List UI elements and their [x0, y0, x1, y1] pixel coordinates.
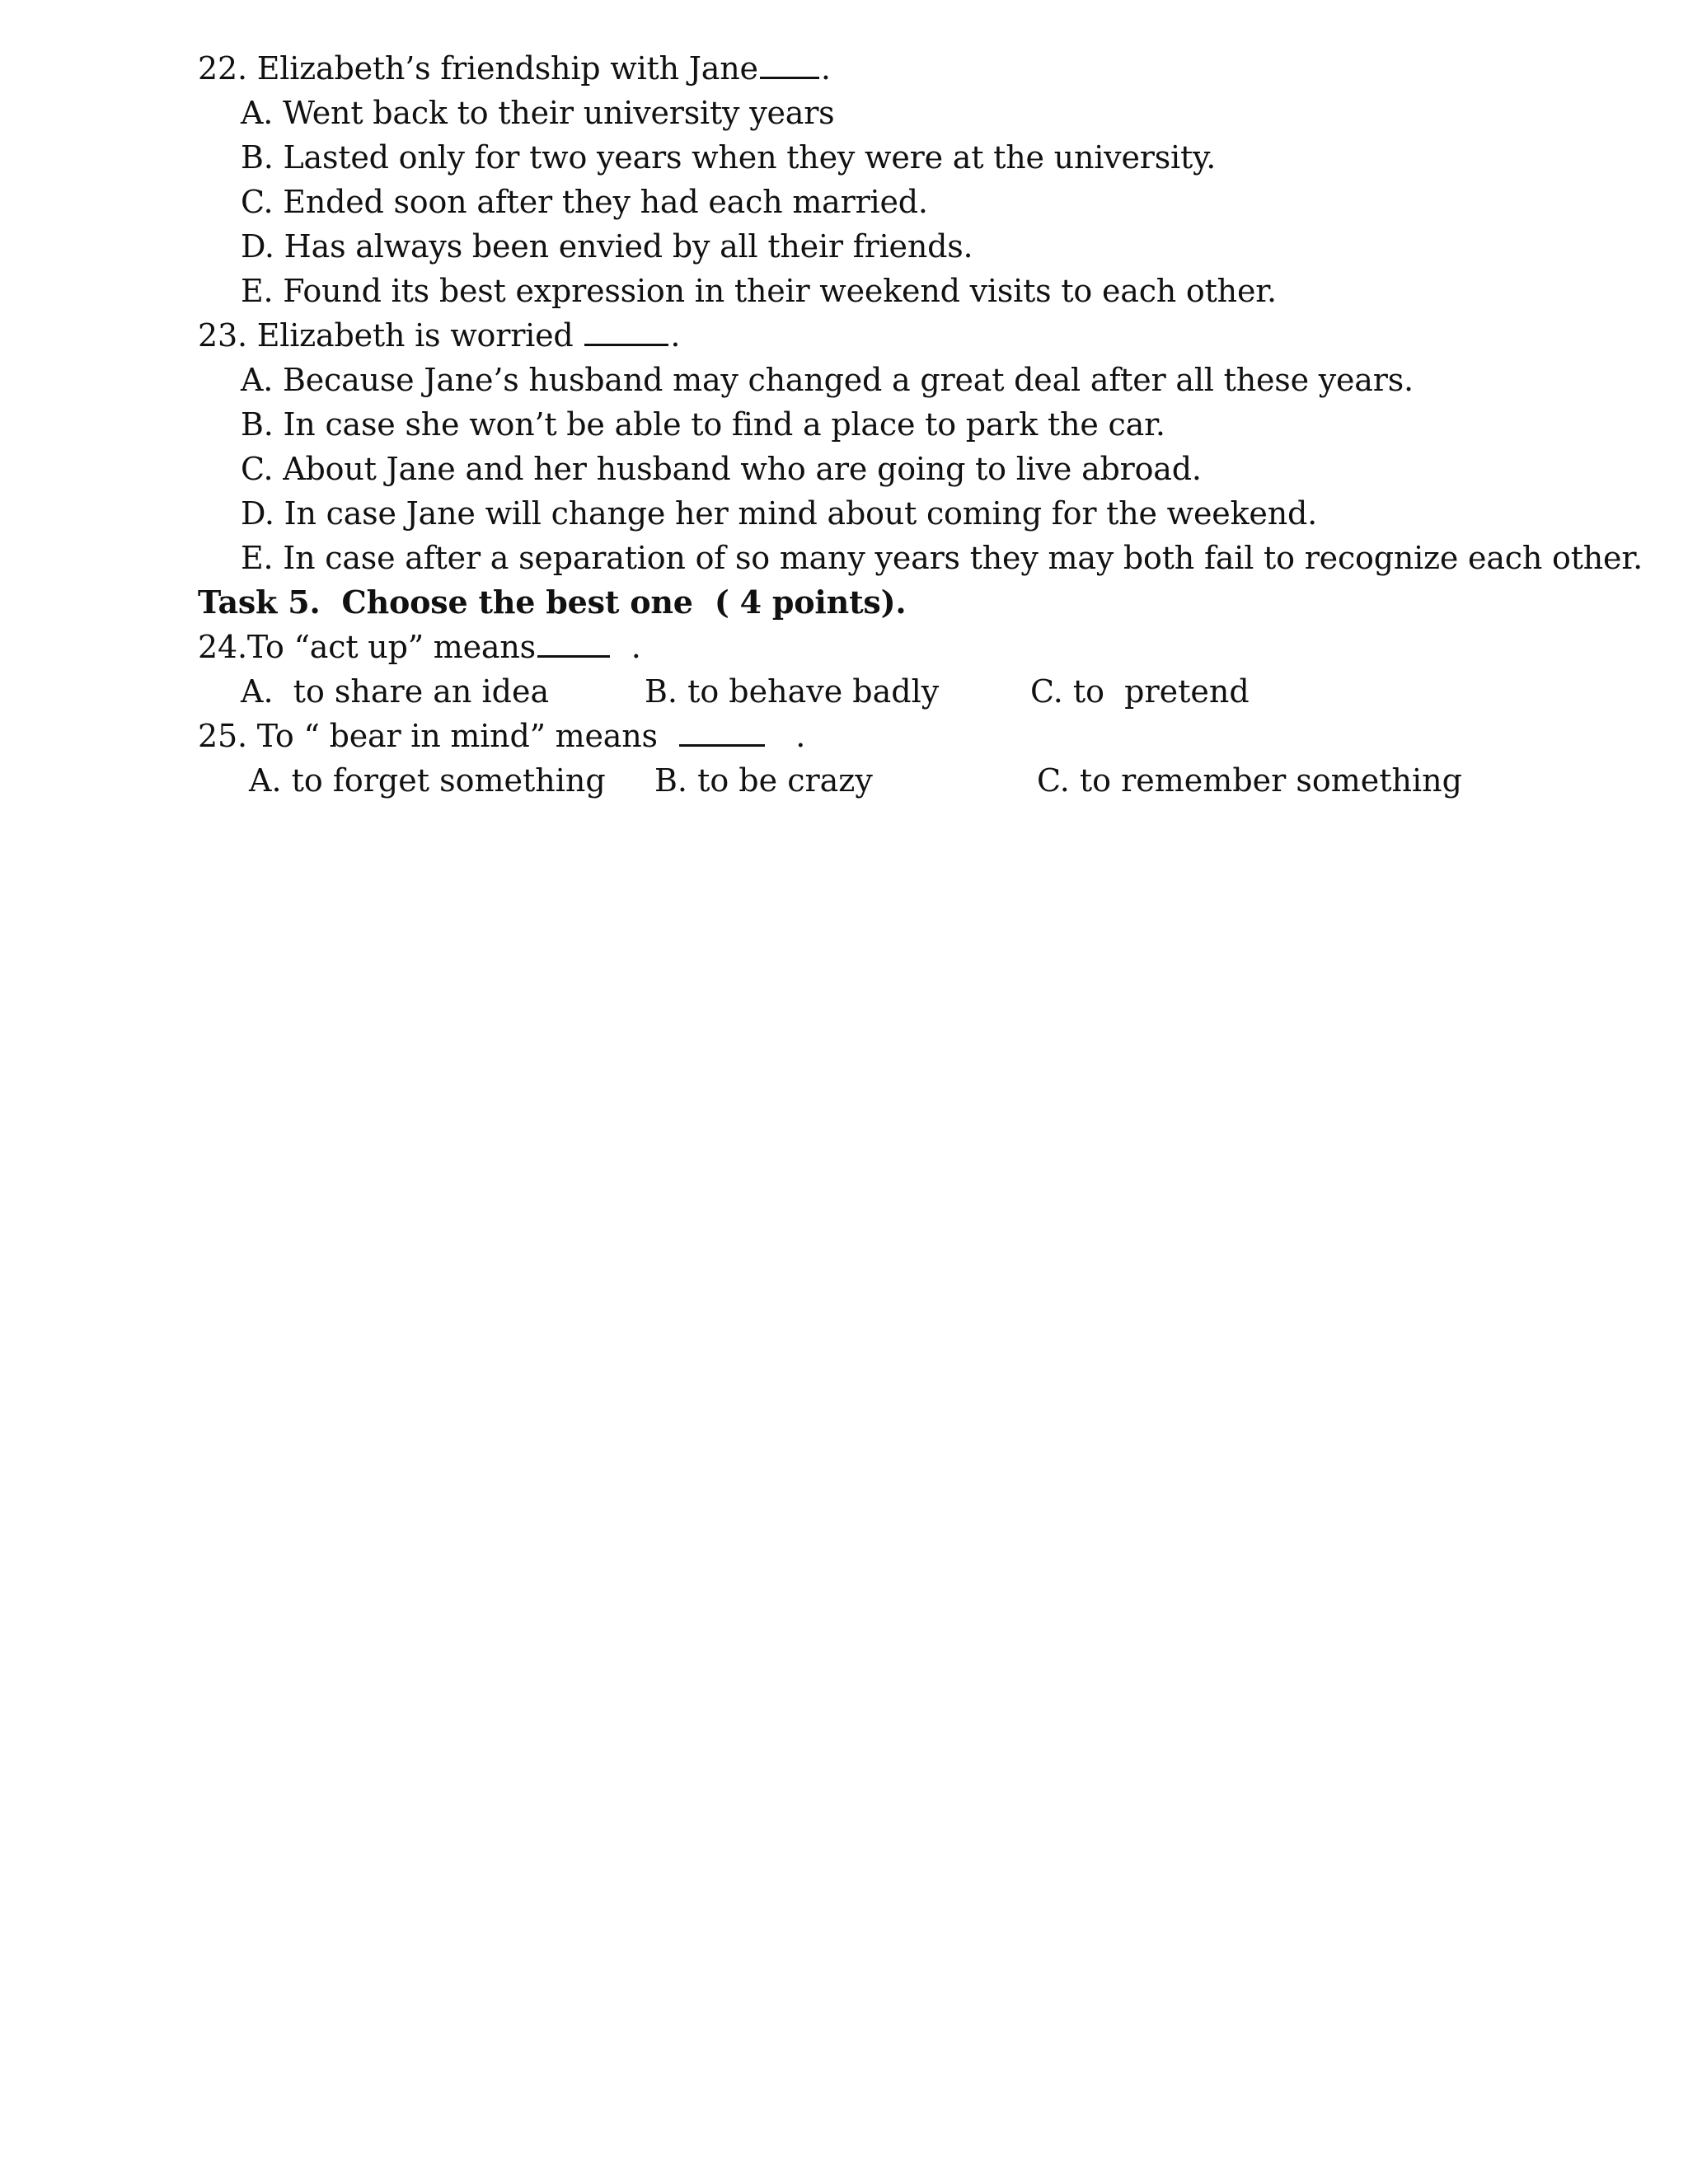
option-22-a: A. Went back to their university years: [241, 95, 835, 131]
option-23-d: D. In case Jane will change her mind about coming for the weekend.: [241, 495, 1317, 532]
option-22-e: E. Found its best expression in their weekend visits to each other.: [241, 273, 1277, 309]
option-24-a: A. to share an idea: [241, 673, 550, 710]
option-23-e: E. In case after a separation of so many years they may both fail to recognize each other.: [241, 540, 1643, 576]
option-25-b: B. to be crazy: [654, 762, 873, 799]
question-25: [198, 714, 805, 758]
answer-blank: [537, 627, 610, 658]
question-22: [198, 46, 831, 91]
question-23: [198, 313, 680, 358]
option-22-c: C. Ended soon after they had each married.: [241, 184, 928, 220]
option-22-d: D. Has always been envied by all their friends.: [241, 228, 973, 265]
question-stem: Elizabeth’s friendship with Jane: [256, 50, 758, 87]
option-24-b: B. to behave badly: [645, 673, 940, 710]
option-23-c: C. About Jane and her husband who are going to live abroad.: [241, 451, 1202, 487]
question-end: .: [670, 317, 681, 354]
question-number: 22.: [198, 50, 247, 87]
task-5-heading: Task 5. Choose the best one ( 4 points).: [198, 583, 907, 621]
option-22-b: B. Lasted only for two years when they were at the university.: [241, 139, 1217, 176]
question-24: [198, 625, 641, 669]
question-end: .: [820, 50, 831, 87]
question-stem: 25. To “ bear in mind” means: [198, 718, 678, 754]
question-end: .: [766, 718, 806, 754]
option-23-a: A. Because Jane’s husband may changed a great deal after all these years.: [241, 362, 1414, 398]
option-25-c: C. to remember something: [1037, 762, 1462, 799]
question-stem: 24.To “act up” means: [198, 629, 536, 665]
option-24-c: C. to pretend: [1030, 673, 1250, 710]
answer-blank: [584, 316, 668, 346]
option-25-a: A. to forget something: [249, 762, 606, 799]
answer-blank: [679, 716, 765, 747]
option-23-b: B. In case she won’t be able to find a place to park the car.: [241, 406, 1165, 443]
question-stem: Elizabeth is worried: [256, 317, 584, 354]
question-number: 23.: [198, 317, 247, 354]
answer-blank: [760, 49, 819, 79]
question-end: .: [611, 629, 641, 665]
